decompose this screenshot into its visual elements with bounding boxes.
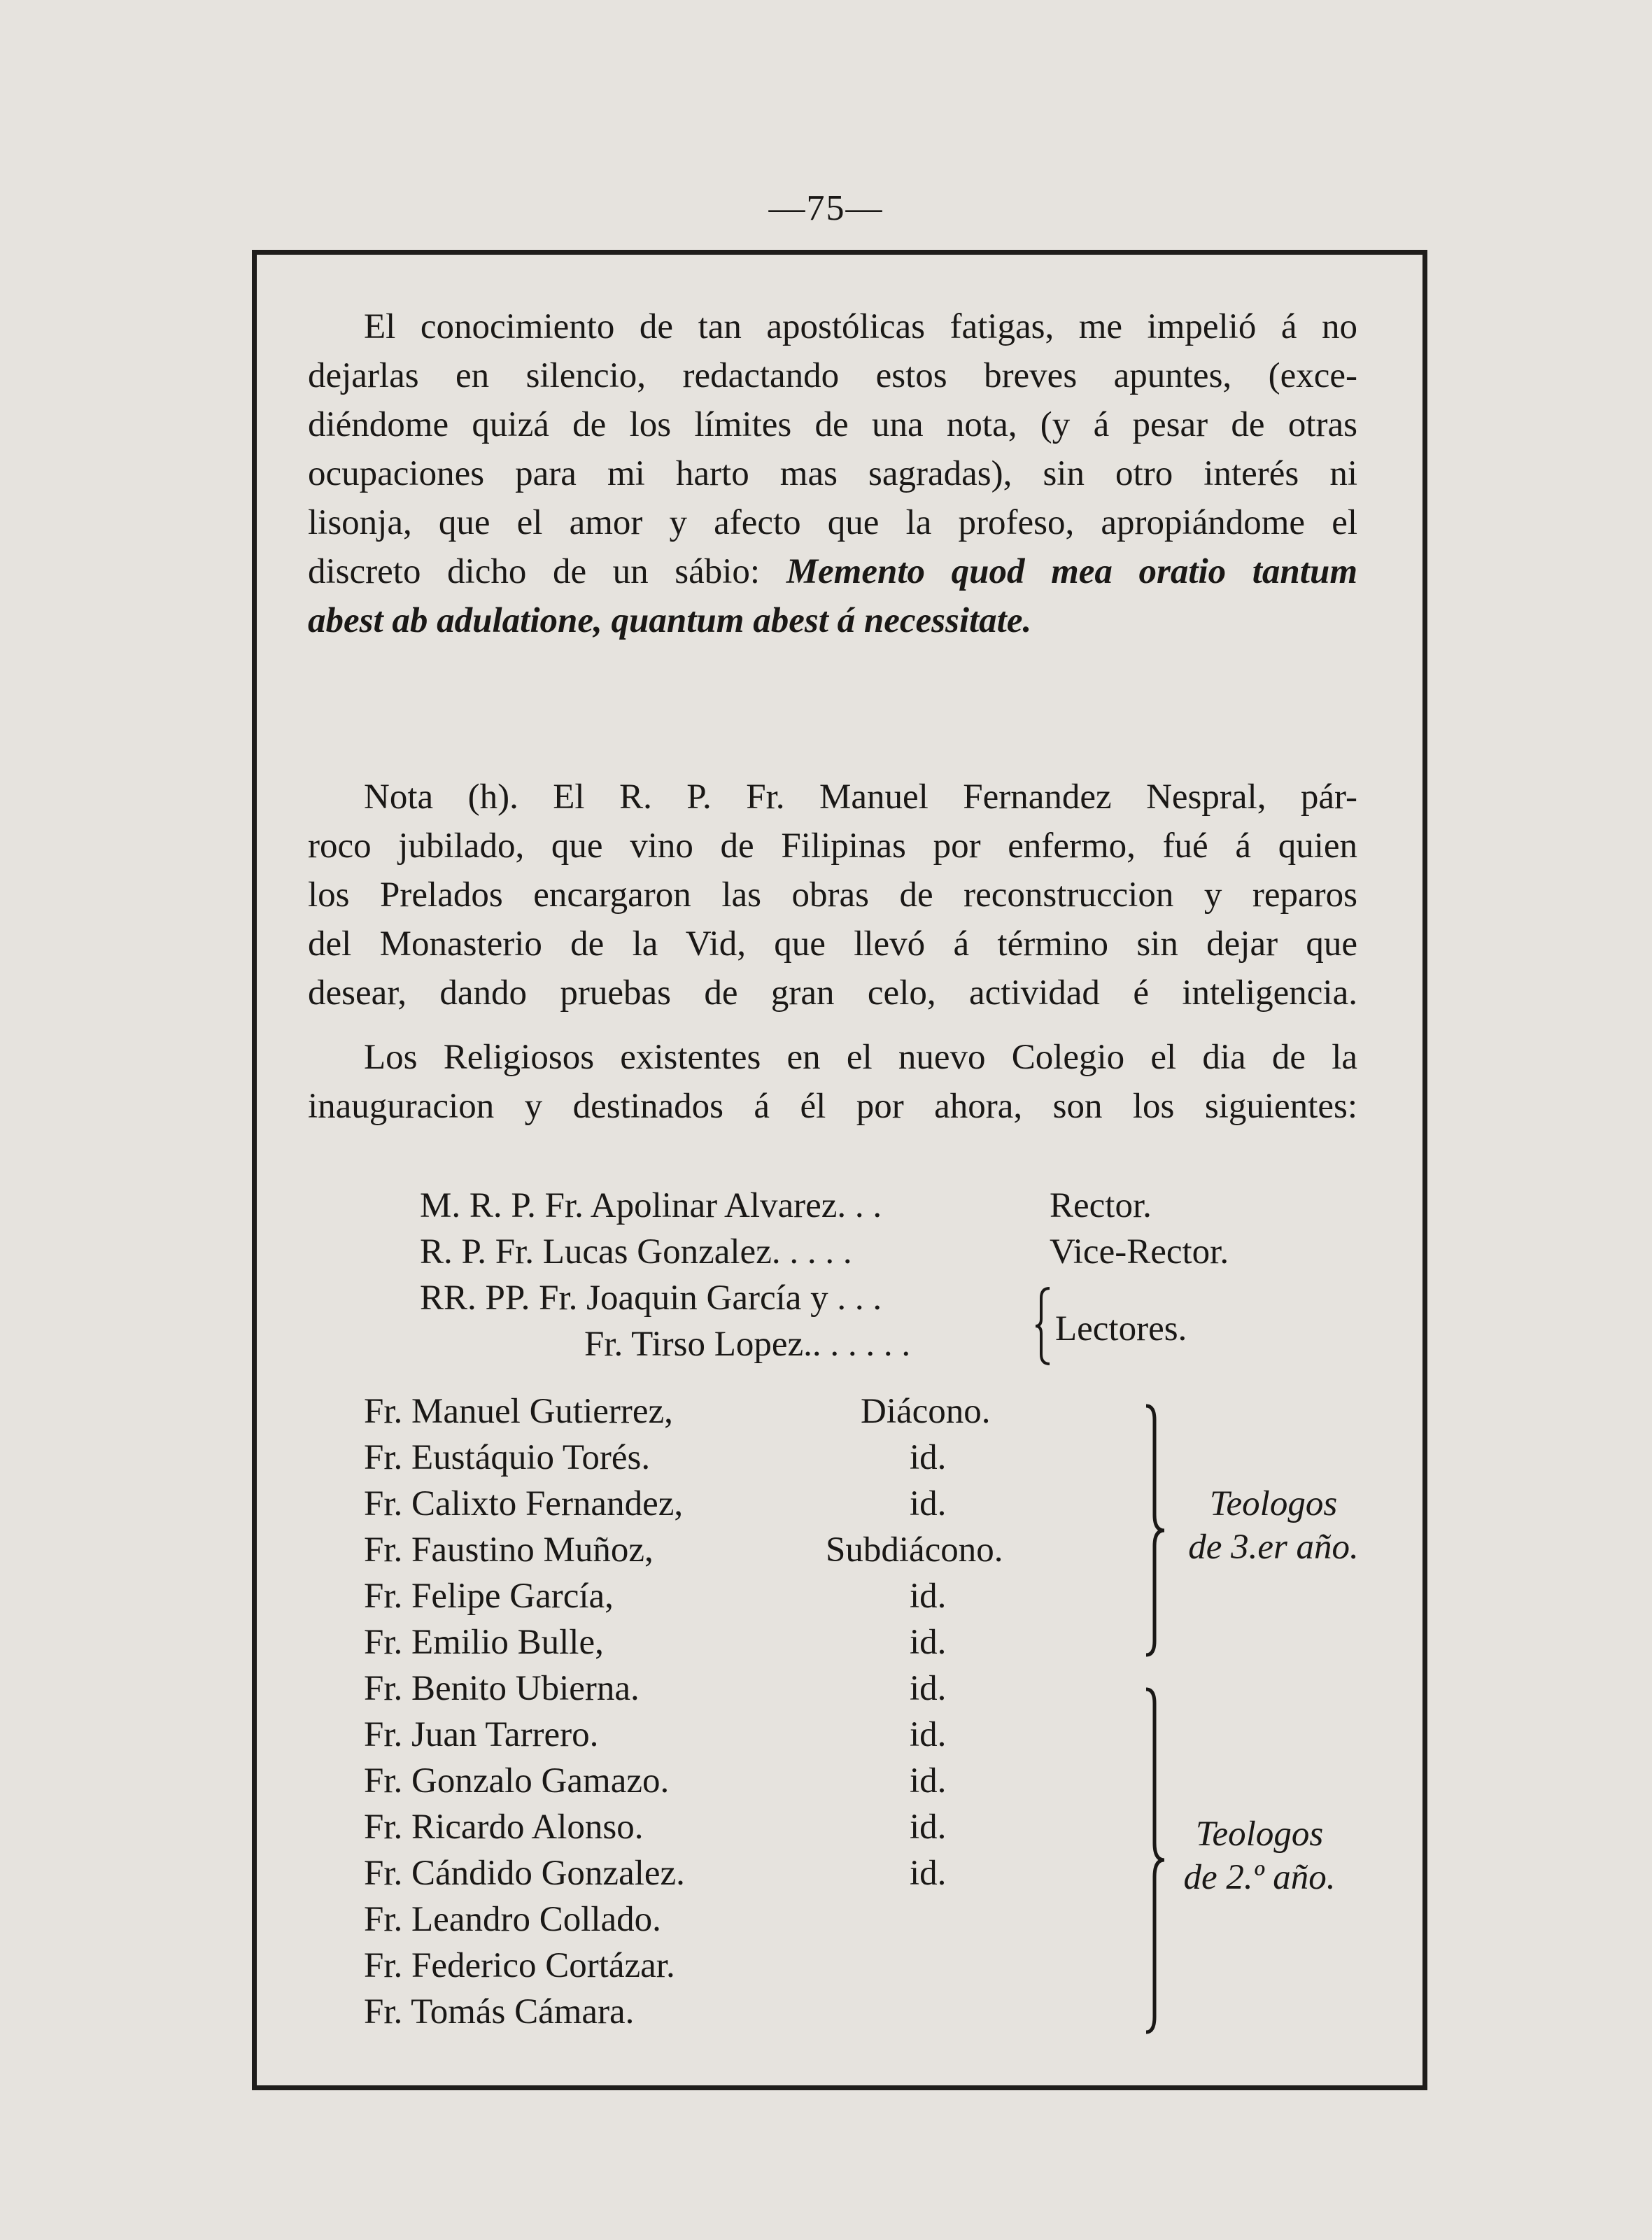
page-number: —75— [768, 188, 884, 228]
student-status: id. [910, 1808, 947, 1847]
text-line: los Prelados encargaron las obras de reconstruccion y reparos [308, 875, 1357, 915]
student-name: Fr. Gonzalo Gamazo. [364, 1761, 670, 1801]
student-status: id. [910, 1761, 947, 1801]
student-name: Fr. Calixto Fernandez, [364, 1484, 684, 1523]
group-3-label [1176, 1482, 1371, 1569]
group-2-line2: de 2.º año. [1183, 1858, 1336, 1897]
student-status: id. [910, 1484, 947, 1523]
student-status: id. [910, 1577, 947, 1616]
text-line: Los Religiosos existentes en el nuevo Colegio el dia de la [364, 1038, 1357, 1077]
group-2-line1: Teologos [1195, 1815, 1324, 1854]
text-line: El conocimiento de tan apostólicas fatigas, me impelió á no [364, 307, 1357, 346]
student-name: Fr. Felipe García, [364, 1577, 614, 1616]
group-2-label [1162, 1812, 1357, 1899]
student-status: id. [910, 1623, 947, 1662]
student-name: Fr. Cándido Gonzalez. [364, 1854, 685, 1893]
latin-quote-end: abest ab adulatione, quantum abest á necessitate. [308, 601, 1032, 640]
text-line: Nota (h). El R. P. Fr. Manuel Fernandez Nespral, pár- [364, 777, 1357, 817]
group-3-line1: Teologos [1209, 1484, 1338, 1523]
student-name: Fr. Ricardo Alonso. [364, 1808, 644, 1847]
student-name: Fr. Benito Ubierna. [364, 1669, 640, 1708]
text-line: desear, dando pruebas de gran celo, actividad é inteligencia. [308, 973, 1357, 1013]
student-name: Fr. Federico Cortázar. [364, 1946, 675, 1985]
text-line: lisonja, que el amor y afecto que la profeso, apropiándome el [308, 503, 1357, 542]
student-name: Fr. Faustino Muñoz, [364, 1530, 654, 1570]
student-status: Diácono. [861, 1392, 991, 1431]
student-status: id. [910, 1715, 947, 1754]
student-status: id. [910, 1438, 947, 1477]
paragraph-3 [308, 1033, 1357, 1131]
latin-quote: Memento quod mea oratio tantum [786, 552, 1357, 591]
student-status: id. [910, 1669, 947, 1708]
officer-name: RR. PP. Fr. Joaquin García y . . . [420, 1279, 882, 1318]
text-line: diéndome quizá de los límites de una nota, (y á pesar de otras [308, 405, 1357, 444]
officer-name: M. R. P. Fr. Apolinar Alvarez. . . [420, 1186, 882, 1225]
text-line: ocupaciones para mi harto mas sagradas), sin otro interés ni [308, 454, 1357, 493]
group-3-brace [1134, 1403, 1169, 1658]
student-name: Fr. Manuel Gutierrez, [364, 1392, 673, 1431]
student-name: Fr. Eustáquio Torés. [364, 1438, 651, 1477]
text-line [308, 547, 1357, 596]
text-line: roco jubilado, que vino de Filipinas por enfermo, fué á quien [308, 826, 1357, 866]
paragraph-2 [308, 773, 1357, 1017]
student-name: Fr. Leandro Collado. [364, 1900, 661, 1939]
officer-role: Rector. [1050, 1186, 1152, 1225]
text-line: del Monasterio de la Vid, que llevó á término sin dejar que [308, 924, 1357, 964]
text-line: dejarlas en silencio, redactando estos breves apuntes, (exce- [308, 356, 1357, 395]
text-line: inauguracion y destinados á él por ahora, son los siguientes: [308, 1087, 1357, 1126]
student-name: Fr. Tomás Cámara. [364, 1992, 635, 2031]
student-name: Fr. Juan Tarrero. [364, 1715, 599, 1754]
paragraph-1 [308, 302, 1357, 645]
student-name: Fr. Emilio Bulle, [364, 1623, 604, 1662]
lectores-label: Lectores. [1055, 1309, 1187, 1348]
student-status: id. [910, 1854, 947, 1893]
officer-role: Vice-Rector. [1050, 1232, 1229, 1272]
text-plain: discreto dicho de un sábio: [308, 552, 761, 591]
group-3-line2: de 3.er año. [1188, 1528, 1359, 1567]
student-status: Subdiácono. [826, 1530, 1003, 1570]
officer-name: Fr. Tirso Lopez.. . . . . . [584, 1325, 911, 1364]
lectores-brace [1034, 1284, 1055, 1368]
officer-name: R. P. Fr. Lucas Gonzalez. . . . . [420, 1232, 852, 1272]
